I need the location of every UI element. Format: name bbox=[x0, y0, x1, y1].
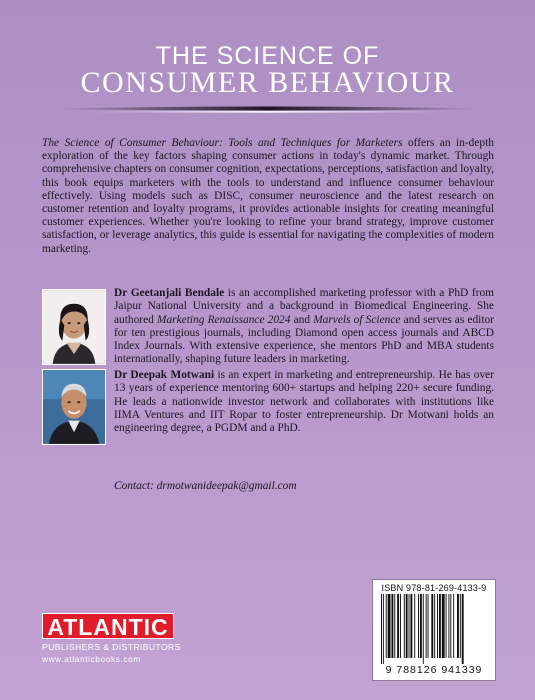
barcode-bar bbox=[406, 594, 408, 658]
barcode-bar bbox=[420, 594, 422, 658]
barcode-bar bbox=[428, 594, 429, 658]
barcode-bar bbox=[460, 594, 461, 658]
barcode-bar bbox=[431, 594, 433, 658]
barcode-bar bbox=[442, 594, 445, 658]
barcode-bar bbox=[457, 594, 459, 658]
author-1-text: is an accomplished marketing professor with a PhD from Jaipur National University and a background in Biomedical Engineering. She authored bbox=[114, 287, 495, 326]
book-description bbox=[42, 137, 494, 256]
barcode-bar bbox=[381, 594, 382, 664]
author-portrait-man-icon bbox=[42, 369, 106, 445]
author-2-name: Dr Deepak Motwani bbox=[114, 369, 215, 381]
publisher-logo bbox=[42, 613, 182, 664]
barcode-bar bbox=[394, 594, 395, 658]
author-1-text: and serves as editor for ten prestigious journals, including Diamond open access journals and ABCD Index Journals. With extensive experience, she mentors PhD and MBA students internationally, shaping future leaders in marketing. bbox=[114, 313, 494, 366]
barcode-bar bbox=[448, 594, 449, 658]
barcode-bar bbox=[391, 594, 393, 658]
publisher-name: ATLANTIC bbox=[42, 613, 174, 639]
barcode-bar bbox=[462, 594, 464, 664]
barcode-bar bbox=[446, 594, 447, 658]
title-underline bbox=[48, 104, 488, 114]
barcode-bar bbox=[400, 594, 401, 658]
barcode-bar bbox=[434, 594, 435, 658]
barcode-bar bbox=[410, 594, 412, 658]
isbn-barcode bbox=[372, 579, 496, 681]
author-2-text: is an expert in marketing and entrepreneurship. He has over 13 years of experience mentoring 600+ startups and helping 220+ secure funding. He leads a nationwide investor network and collaborates with institutions like IIMA Ventures and IIT Ropar to foster entrepreneurship. Dr Motwani holds an engineering degree, a PGDM and a PhD. bbox=[114, 369, 494, 435]
barcode-bar bbox=[426, 594, 427, 658]
author-1-text: and bbox=[290, 313, 314, 326]
isbn-label: ISBN 978-81-269-4133-9 bbox=[381, 583, 487, 593]
barcode-bar bbox=[414, 594, 415, 658]
barcode-bar bbox=[397, 594, 399, 658]
author-1-book-a: Marketing Renaissance 2024 bbox=[157, 313, 291, 326]
publisher-url: www.atlanticbooks.com bbox=[42, 654, 141, 664]
author-1-name: Dr Geetanjali Bendale bbox=[114, 287, 225, 299]
barcode-bar bbox=[409, 594, 410, 658]
title-line-2: CONSUMER BEHAVIOUR bbox=[80, 66, 455, 99]
title-line-1: THE SCIENCE OF bbox=[155, 42, 380, 70]
author-1-bio bbox=[114, 287, 494, 367]
barcode-bar bbox=[437, 594, 438, 658]
barcode-bar bbox=[386, 594, 387, 658]
publisher-tagline: PUBLISHERS & DISTRIBUTORS bbox=[42, 642, 181, 652]
barcode-bar bbox=[388, 594, 391, 658]
barcode-bar bbox=[418, 594, 419, 658]
author-1-book-b: Marvels of Science bbox=[313, 313, 401, 326]
barcode-bar bbox=[404, 594, 405, 658]
barcode-bar bbox=[423, 594, 424, 664]
barcode-bar bbox=[439, 594, 441, 658]
description-text: offers an in-depth exploration of the key factors shaping consumer actions in today's dynamic market. Through comprehensive chapters on consumer cognition, expectations, perceptions, satisfaction and loyalty, this book equips marketers with the tools to understand and influence consumer behaviour effectively. Using models such as DISC, consumer neuroscience and the latest research on customer retention and loyalty programs, it provides actionable insights for creating meaningful customer experiences. Whether you're looking to refine your brand strategy, improve customer satisfaction, or leverage analytics, this guide is essential for navigating the complexities of modern marketing. bbox=[42, 137, 494, 255]
book-title-italic: The Science of Consumer Behaviour: Tools and Techniques for Marketers bbox=[42, 137, 403, 149]
author-2-bio bbox=[114, 369, 494, 435]
author-block-2 bbox=[42, 369, 494, 469]
author-block-1 bbox=[42, 287, 494, 367]
barcode-icon bbox=[379, 594, 491, 664]
barcode-bar bbox=[383, 594, 384, 664]
contact-line: Contact: drmotwanideepak@gmail.com bbox=[114, 480, 297, 492]
barcode-bar bbox=[450, 594, 451, 658]
author-portrait-woman-icon bbox=[42, 289, 106, 365]
barcode-digits: 9 788126 941339 bbox=[385, 664, 483, 676]
barcode-bar bbox=[453, 594, 454, 658]
